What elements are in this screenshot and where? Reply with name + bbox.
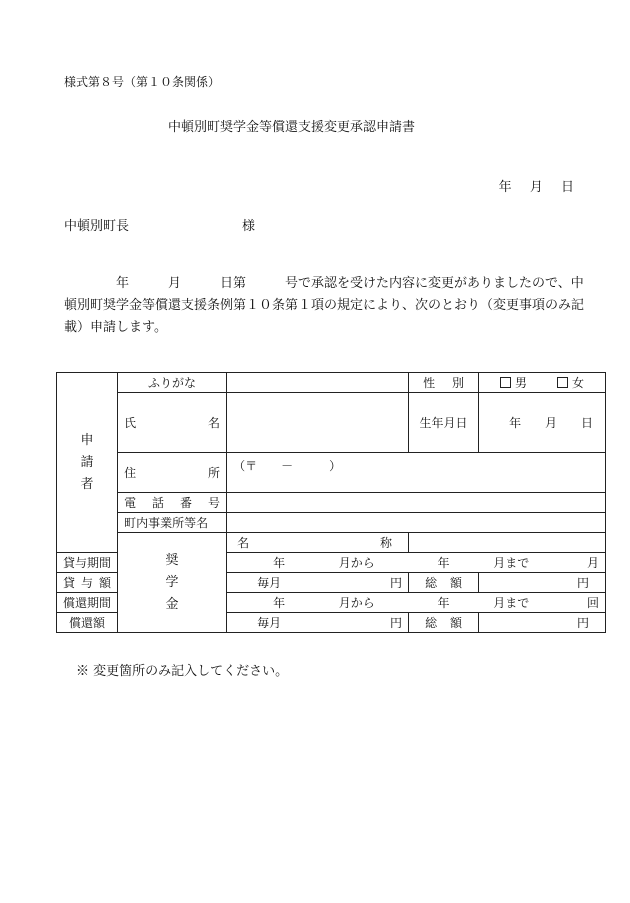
- repay-total-field[interactable]: 円: [479, 613, 606, 633]
- applicant-group-label: 申 請 者: [57, 373, 118, 553]
- honorific: 様: [242, 219, 256, 234]
- gender-options: [479, 373, 606, 393]
- phone-label: 電 話 番 号: [118, 493, 227, 513]
- repay-amount-label: 償 還 額: [57, 613, 118, 633]
- birthdate-field[interactable]: 年 月 日: [479, 393, 606, 453]
- addressee: 中頓別町長: [64, 219, 130, 234]
- postal-code: （〒 － ）: [233, 459, 342, 473]
- furigana-field[interactable]: [227, 373, 409, 393]
- repay-period-label: 償 還 期 間: [57, 593, 118, 613]
- address-label: 住 所: [118, 453, 227, 493]
- date-day: 日: [560, 180, 574, 195]
- date-line: [499, 176, 574, 195]
- loan-monthly-field[interactable]: 毎月 円: [227, 573, 409, 593]
- loan-period-label: 貸 与 期 間: [57, 553, 118, 573]
- form-number-label: 様式第８号（第１０条関係）: [64, 75, 221, 89]
- scholarship-name-field[interactable]: [409, 533, 606, 553]
- loan-total-label: 総 額: [409, 573, 479, 593]
- gender-male-option[interactable]: 男: [500, 374, 527, 391]
- repay-monthly-field[interactable]: 毎月 円: [227, 613, 409, 633]
- repay-period-field[interactable]: 年 月から 年 月まで 回: [227, 593, 606, 613]
- name-label: 氏 名: [118, 393, 227, 453]
- document-title: 中頓別町奨学金等償還支援変更承認申請書: [168, 120, 416, 135]
- scholarship-group-label: 奨 学 金: [118, 533, 227, 633]
- statement-line-1: 年 月 日第 号で承認を受けた内容に変更がありましたので、中: [116, 276, 584, 291]
- birthdate-label: 生年月日: [409, 393, 479, 453]
- date-month: 月: [529, 180, 543, 195]
- request-statement: [64, 273, 585, 339]
- furigana-label: ふりがな: [118, 373, 227, 393]
- repay-total-label: 総 額: [409, 613, 479, 633]
- loan-amount-label: 貸 与 額: [57, 573, 118, 593]
- footnote: ※ 変更箇所のみ記入してください。: [76, 664, 289, 679]
- statement-line-2: 頓別町奨学金等償還支援条例第１０条第１項の規定により、次のとおり（変更事項のみ記: [64, 298, 585, 313]
- workplace-label: 町内事業所等名: [118, 513, 227, 533]
- scholarship-name-label: 名 称: [227, 533, 409, 553]
- checkbox-icon[interactable]: [557, 377, 568, 388]
- name-field[interactable]: [227, 393, 409, 453]
- application-table: [56, 372, 606, 633]
- gender-female-option[interactable]: 女: [557, 374, 584, 391]
- phone-field[interactable]: [227, 493, 606, 513]
- date-year: 年: [498, 180, 512, 195]
- workplace-field[interactable]: [227, 513, 606, 533]
- checkbox-icon[interactable]: [500, 377, 511, 388]
- statement-line-3: 載）申請します。: [64, 320, 167, 335]
- address-field[interactable]: [227, 453, 606, 493]
- gender-label: 性 別: [409, 373, 479, 393]
- loan-period-field[interactable]: 年 月から 年 月まで 月: [227, 553, 606, 573]
- loan-total-field[interactable]: 円: [479, 573, 606, 593]
